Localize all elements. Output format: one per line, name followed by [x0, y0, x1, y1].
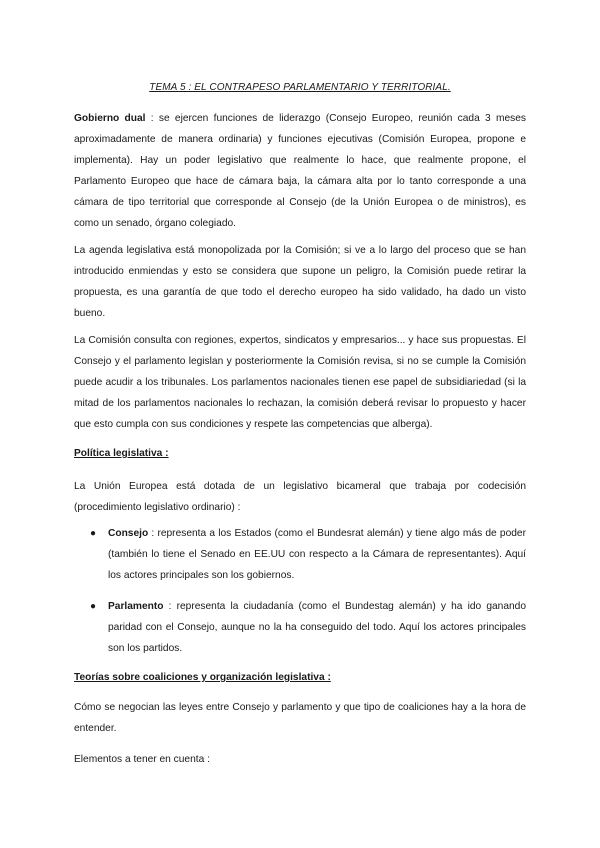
paragraph-agenda-legislativa: La agenda legislativa está monopolizada por la Comisión; si ve a lo largo del proceso que se han introducido enmiendas y esto se considera que supone un peligro, la Comisión puede retirar la propuesta, es una garantía de que todo el derecho europeo ha sido validado, ha dado un visto bueno.: [74, 245, 526, 319]
term-consejo: Consejo: [108, 528, 149, 539]
term-gobierno-dual: Gobierno dual: [74, 113, 146, 124]
heading-teorias-coaliciones: Teorías sobre coaliciones y organización legislativa :: [74, 672, 331, 683]
list-item-consejo: [108, 523, 526, 586]
list-item-parlamento: [108, 596, 526, 659]
paragraph-gobierno-dual: [74, 108, 526, 234]
heading-politica-legislativa: Política legislativa :: [74, 448, 169, 459]
paragraph-union-europea: La Unión Europea está dotada de un legislativo bicameral que trabaja por codecisión (procedimiento legislativo ordinario) :: [74, 481, 526, 513]
paragraph-comision-consulta: La Comisión consulta con regiones, expertos, sindicatos y empresarios... y hace sus propuestas. El Consejo y el parlamento legislan y posteriormente la Comisión revisa, si no se cumple la Comisión puede acudir a los tribunales. Los parlamentos nacionales tienen ese papel de subsidiariedad (si la mitad de los parlamentos nacionales lo rechazan, la comisión deberá revisar lo propuesto y hacer que esto cumpla con sus condiciones y respete las competencias que alberga).: [74, 335, 526, 430]
paragraph-elementos: Elementos a tener en cuenta :: [74, 754, 210, 765]
document-title: TEMA 5 : EL CONTRAPESO PARLAMENTARIO Y TERRITORIAL.: [149, 82, 451, 93]
list-item-text: : representa la ciudadanía (como el Bundestag alemán) y ha ido ganando paridad con el Consejo, aunque no la ha conseguido del todo. Aquí los actores principales son los partidos.: [108, 601, 526, 654]
paragraph-como-se-negocian: Cómo se negocian las leyes entre Consejo y parlamento y que tipo de coaliciones hay a la hora de entender.: [74, 702, 526, 734]
paragraph-text: : se ejercen funciones de liderazgo (Consejo Europeo, reunión cada 3 meses aproximadamente de manera ordinaria) y funciones ejecutivas (Comisión Europea, propone e implementa). Hay un poder legislativo que realmente lo hace, que realmente propone, el Parlamento Europeo que hace de cámara baja, la cámara alta por lo tanto corresponde a una cámara de tipo territorial que corresponde al Consejo (de la Unión Europea o de ministros), es como un senado, órgano colegiado.: [74, 113, 526, 229]
bullet-icon: ●: [90, 601, 97, 612]
term-parlamento: Parlamento: [108, 601, 164, 612]
list-item-text: : representa a los Estados (como el Bundesrat alemán) y tiene algo más de poder (también lo tiene el Senado en EE.UU con respecto a la Cámara de representantes). Aquí los actores principales son los gobiernos.: [108, 528, 526, 581]
bullet-icon: ●: [90, 528, 97, 539]
